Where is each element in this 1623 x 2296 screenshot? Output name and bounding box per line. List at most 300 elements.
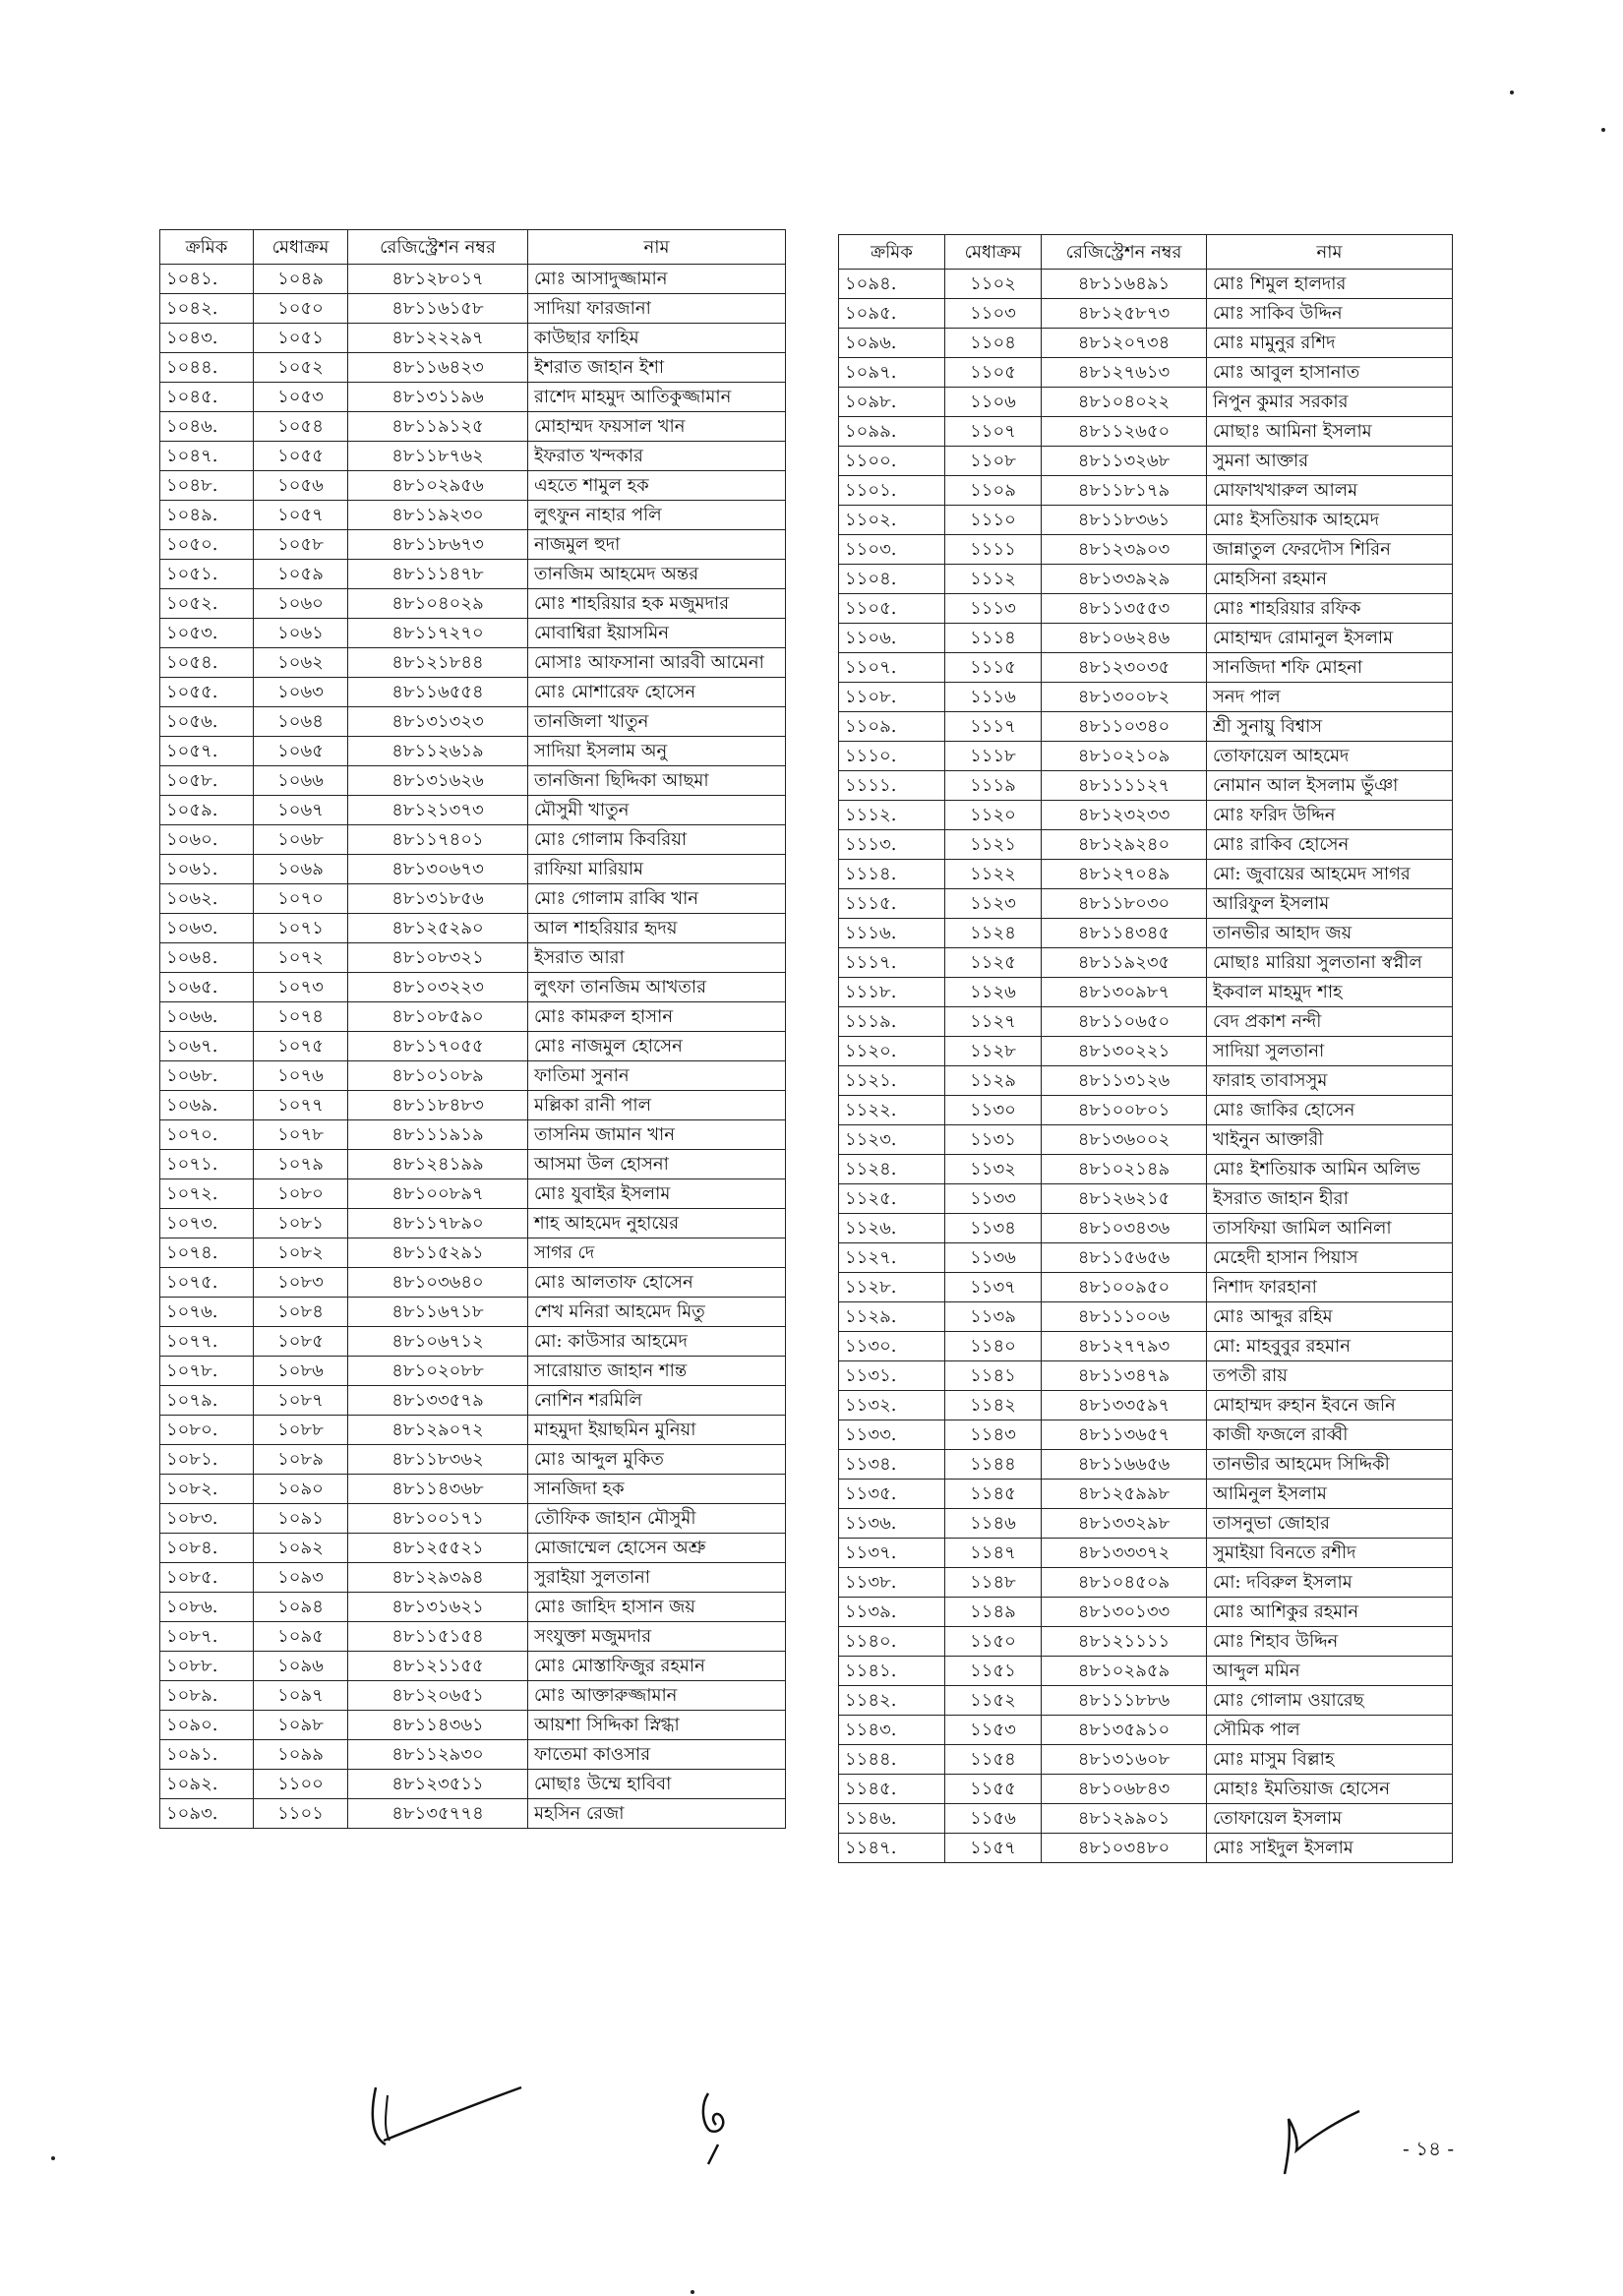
name-cell: বেদ প্রকাশ নন্দী [1207, 1007, 1453, 1037]
serial-cell: ১০৯৭. [839, 358, 945, 388]
registration-cell: ৪৮১১১৮৮৬ [1042, 1686, 1207, 1716]
merit-cell: ১১০৯ [945, 476, 1042, 506]
serial-cell: ১১১৩. [839, 830, 945, 860]
table-row [160, 442, 786, 471]
merit-cell: ১০৭০ [254, 884, 348, 914]
name-cell: ইশরাত জাহান ইশা [528, 353, 786, 383]
registration-cell: ৪৮১৩৩৫৯৭ [1042, 1391, 1207, 1420]
merit-cell: ১০৫২ [254, 353, 348, 383]
merit-cell: ১১৩০ [945, 1096, 1042, 1125]
registration-cell: ৪৮১১৫২৯১ [348, 1239, 528, 1268]
table-row [160, 1652, 786, 1681]
serial-cell: ১০৮০. [160, 1416, 254, 1445]
table-row [160, 1268, 786, 1298]
table-row [839, 801, 1453, 830]
registration-cell: ৪৮১৩৩৯২৯ [1042, 565, 1207, 594]
serial-cell: ১১০৪. [839, 565, 945, 594]
merit-cell: ১০৯৮ [254, 1711, 348, 1740]
name-cell: মোঃ শাহরিয়ার রফিক [1207, 594, 1453, 624]
merit-cell: ১১১৪ [945, 624, 1042, 653]
registration-cell: ৪৮১০০১৭১ [348, 1504, 528, 1534]
serial-cell: ১০৬৫. [160, 973, 254, 1002]
merit-cell: ১০৮২ [254, 1239, 348, 1268]
name-cell: মোঃ শাহরিয়ার হক মজুমদার [528, 589, 786, 619]
serial-cell: ১০৯২. [160, 1770, 254, 1799]
table-row [160, 1298, 786, 1327]
name-cell: আরিফুল ইসলাম [1207, 889, 1453, 919]
serial-cell: ১০৯১. [160, 1740, 254, 1770]
table-row [839, 860, 1453, 889]
registration-cell: ৪৮১৩৩৩৭২ [1042, 1539, 1207, 1568]
merit-cell: ১০৮৭ [254, 1386, 348, 1416]
merit-cell: ১১২৮ [945, 1037, 1042, 1066]
header-serial: ক্রমিক [160, 230, 254, 265]
registration-cell: ৪৮১১৩৪৭৯ [1042, 1361, 1207, 1391]
table-row [160, 619, 786, 648]
merit-cell: ১০৬২ [254, 648, 348, 678]
name-cell: মোঃ গোলাম রাব্বি খান [528, 884, 786, 914]
registration-cell: ৪৮১১৯২৩০ [348, 501, 528, 530]
header-merit: মেধাক্রম [254, 230, 348, 265]
serial-cell: ১০৬১. [160, 855, 254, 884]
table-row [839, 889, 1453, 919]
registration-cell: ৪৮১২৩৯০৩ [1042, 535, 1207, 565]
serial-cell: ১০৭৬. [160, 1298, 254, 1327]
registration-cell: ৪৮১০৮৫৯০ [348, 1002, 528, 1032]
merit-cell: ১১০২ [945, 270, 1042, 299]
name-cell: মোঃ আবুল হাসানাত [1207, 358, 1453, 388]
name-cell: সংযুক্তা মজুমদার [528, 1622, 786, 1652]
registration-cell: ৪৮১১৬৫৫৪ [348, 678, 528, 707]
serial-cell: ১০৫৪. [160, 648, 254, 678]
serial-cell: ১১১০. [839, 742, 945, 771]
merit-cell: ১১৩৭ [945, 1273, 1042, 1302]
registration-cell: ৪৮১১৩১২৬ [1042, 1066, 1207, 1096]
name-cell: তানভীর আহমেদ সিদ্দিকী [1207, 1450, 1453, 1480]
merit-cell: ১০৫৯ [254, 560, 348, 589]
table-row [160, 796, 786, 825]
serial-cell: ১১১২. [839, 801, 945, 830]
merit-cell: ১১৪৫ [945, 1480, 1042, 1509]
registration-cell: ৪৮১৩১৬২৬ [348, 766, 528, 796]
merit-cell: ১১১৩ [945, 594, 1042, 624]
registration-cell: ৪৮১০৬৮৪৩ [1042, 1775, 1207, 1804]
name-cell: মোঃ সাইদুল ইসলাম [1207, 1834, 1453, 1863]
merit-cell: ১১০৫ [945, 358, 1042, 388]
table-row [160, 1534, 786, 1563]
serial-cell: ১০৯৬. [839, 329, 945, 358]
name-cell: সুমনা আক্তার [1207, 447, 1453, 476]
serial-cell: ১০৫৬. [160, 707, 254, 737]
name-cell: তৌফিক জাহান মৌসুমী [528, 1504, 786, 1534]
name-cell: তাসনিম জামান খান [528, 1120, 786, 1150]
table-row [160, 825, 786, 855]
table-row [160, 1061, 786, 1091]
serial-cell: ১০৯৮. [839, 388, 945, 417]
registration-cell: ৪৮১০২০৮৮ [348, 1357, 528, 1386]
serial-cell: ১০৭৩. [160, 1209, 254, 1239]
scan-speck [1510, 91, 1514, 94]
serial-cell: ১০৭৯. [160, 1386, 254, 1416]
merit-cell: ১০৭৫ [254, 1032, 348, 1061]
header-name: নাম [528, 230, 786, 265]
serial-cell: ১১২১. [839, 1066, 945, 1096]
serial-cell: ১০৬৬. [160, 1002, 254, 1032]
table-row [839, 1125, 1453, 1155]
table-row [160, 1711, 786, 1740]
merit-cell: ১১৫১ [945, 1657, 1042, 1686]
registration-cell: ৪৮১১৬৭১৮ [348, 1298, 528, 1327]
table-row [160, 1593, 786, 1622]
merit-cell: ১০৫৪ [254, 412, 348, 442]
registration-cell: ৪৮১৩৩৫৭৯ [348, 1386, 528, 1416]
table-row [839, 1745, 1453, 1775]
table-row [839, 358, 1453, 388]
serial-cell: ১০৫১. [160, 560, 254, 589]
name-cell: তোফায়েল ইসলাম [1207, 1804, 1453, 1834]
serial-cell: ১০৮৮. [160, 1652, 254, 1681]
registration-cell: ৪৮১১১৪৭৮ [348, 560, 528, 589]
serial-cell: ১০৮৫. [160, 1563, 254, 1593]
serial-cell: ১০৯৫. [839, 299, 945, 329]
table-row [839, 1391, 1453, 1420]
merit-cell: ১১৫২ [945, 1686, 1042, 1716]
merit-cell: ১১৫৩ [945, 1716, 1042, 1745]
table-row [160, 943, 786, 973]
registration-cell: ৪৮১৩১৬০৮ [1042, 1745, 1207, 1775]
table-row [160, 471, 786, 501]
serial-cell: ১১১১. [839, 771, 945, 801]
serial-cell: ১১০৬. [839, 624, 945, 653]
registration-cell: ৪৮১০৩২২৩ [348, 973, 528, 1002]
table-row [160, 1770, 786, 1799]
merit-cell: ১০৫১ [254, 324, 348, 353]
table-row [839, 1539, 1453, 1568]
merit-cell: ১০৬৪ [254, 707, 348, 737]
serial-cell: ১১২৯. [839, 1302, 945, 1332]
header-row [160, 230, 786, 265]
registration-cell: ৪৮১১০৬৫০ [1042, 1007, 1207, 1037]
table-row [160, 1091, 786, 1120]
table-row [160, 501, 786, 530]
table-row [839, 1509, 1453, 1539]
table-row [160, 1239, 786, 1268]
table-row [839, 329, 1453, 358]
table-row [839, 1804, 1453, 1834]
name-cell: মোহসিনা রহমান [1207, 565, 1453, 594]
registration-cell: ৪৮১৩০১৩৩ [1042, 1598, 1207, 1627]
table-row [839, 417, 1453, 447]
table-row [839, 1302, 1453, 1332]
table-row [160, 1032, 786, 1061]
table-row [839, 1627, 1453, 1657]
table-row [839, 299, 1453, 329]
serial-cell: ১০৫৭. [160, 737, 254, 766]
table-row [160, 1179, 786, 1209]
registration-cell: ৪৮১২০৭৩৪ [1042, 329, 1207, 358]
merit-cell: ১১০৩ [945, 299, 1042, 329]
name-cell: মৌসুমী খাতুন [528, 796, 786, 825]
table-row [839, 1480, 1453, 1509]
merit-cell: ১০৯২ [254, 1534, 348, 1563]
serial-cell: ১০৪৮. [160, 471, 254, 501]
serial-cell: ১০৭৭. [160, 1327, 254, 1357]
serial-cell: ১০৫৩. [160, 619, 254, 648]
name-cell: খাইনুন আক্তারী [1207, 1125, 1453, 1155]
table-row [160, 353, 786, 383]
registration-cell: ৪৮১২৯০৭২ [348, 1416, 528, 1445]
registration-cell: ৪৮১৩১৩২৩ [348, 707, 528, 737]
merit-list-table-left [159, 229, 786, 1829]
name-cell: সনদ পাল [1207, 683, 1453, 712]
serial-cell: ১১২৪. [839, 1155, 945, 1184]
name-cell: মোঃ মাসুম বিল্লাহ [1207, 1745, 1453, 1775]
name-cell: শাহ আহমেদ নুহায়ের [528, 1209, 786, 1239]
registration-cell: ৪৮১০২৯৫৯ [1042, 1657, 1207, 1686]
name-cell: মো: জুবায়ের আহমেদ সাগর [1207, 860, 1453, 889]
name-cell: মো: দবিরুল ইসলাম [1207, 1568, 1453, 1598]
registration-cell: ৪৮১৩৫৯১০ [1042, 1716, 1207, 1745]
table-row [160, 1740, 786, 1770]
serial-cell: ১০৬৭. [160, 1032, 254, 1061]
serial-cell: ১০৮৩. [160, 1504, 254, 1534]
registration-cell: ৪৮১২১৩৭৩ [348, 796, 528, 825]
registration-cell: ৪৮১২৯২৪০ [1042, 830, 1207, 860]
merit-cell: ১০৯৯ [254, 1740, 348, 1770]
table-row [160, 1357, 786, 1386]
table-row [160, 1150, 786, 1179]
registration-cell: ৪৮১২১১১১ [1042, 1627, 1207, 1657]
serial-cell: ১০৭৪. [160, 1239, 254, 1268]
table-row [160, 1563, 786, 1593]
merit-cell: ১১১২ [945, 565, 1042, 594]
table-row [839, 1834, 1453, 1863]
name-cell: মোছাঃ আমিনা ইসলাম [1207, 417, 1453, 447]
table-row [839, 1568, 1453, 1598]
table-row [160, 1416, 786, 1445]
table-row [160, 737, 786, 766]
name-cell: মোঃ যুবাইর ইসলাম [528, 1179, 786, 1209]
table-row [839, 1243, 1453, 1273]
name-cell: কাজী ফজলে রাব্বী [1207, 1420, 1453, 1450]
merit-cell: ১১২৯ [945, 1066, 1042, 1096]
registration-cell: ৪৮১১৮০৩০ [1042, 889, 1207, 919]
merit-list-table-right [838, 234, 1453, 1863]
name-cell: মোফাখখারুল আলম [1207, 476, 1453, 506]
name-cell: নিপুন কুমার সরকার [1207, 388, 1453, 417]
merit-cell: ১০৫৩ [254, 383, 348, 412]
name-cell: সাগর দে [528, 1239, 786, 1268]
serial-cell: ১১২৬. [839, 1214, 945, 1243]
registration-cell: ৪৮১৩১১৯৬ [348, 383, 528, 412]
header-merit: মেধাক্রম [945, 235, 1042, 270]
name-cell: মোঃ রাকিব হোসেন [1207, 830, 1453, 860]
registration-cell: ৪৮১৩০৬৭৩ [348, 855, 528, 884]
merit-cell: ১১৫৪ [945, 1745, 1042, 1775]
name-cell: মোছাঃ মারিয়া সুলতানা স্বপ্নীল [1207, 948, 1453, 978]
registration-cell: ৪৮১১৬৬৫৬ [1042, 1450, 1207, 1480]
merit-cell: ১১৪০ [945, 1332, 1042, 1361]
merit-cell: ১০৯০ [254, 1475, 348, 1504]
table-row [160, 294, 786, 324]
scan-speck [1601, 128, 1605, 132]
table-row [839, 1066, 1453, 1096]
serial-cell: ১১৩১. [839, 1361, 945, 1391]
registration-cell: ৪৮১০৪৫০৯ [1042, 1568, 1207, 1598]
serial-cell: ১০৪৪. [160, 353, 254, 383]
table-row [160, 884, 786, 914]
table-row [160, 1475, 786, 1504]
serial-cell: ১০৫২. [160, 589, 254, 619]
table-row [839, 978, 1453, 1007]
registration-cell: ৪৮১১৩২৬৮ [1042, 447, 1207, 476]
table-row [839, 1332, 1453, 1361]
name-cell: মাহমুদা ইয়াছমিন মুনিয়া [528, 1416, 786, 1445]
serial-cell: ১০৮১. [160, 1445, 254, 1475]
registration-cell: ৪৮১৩১৮৫৬ [348, 884, 528, 914]
merit-cell: ১১২২ [945, 860, 1042, 889]
merit-cell: ১০৮৪ [254, 1298, 348, 1327]
table-row [839, 1716, 1453, 1745]
serial-cell: ১০৬৮. [160, 1061, 254, 1091]
name-cell: মোঃ ইশতিয়াক আমিন অলিভ [1207, 1155, 1453, 1184]
merit-cell: ১১৪৯ [945, 1598, 1042, 1627]
registration-cell: ৪৮১১৭০৫৫ [348, 1032, 528, 1061]
serial-cell: ১০৪৭. [160, 442, 254, 471]
registration-cell: ৪৮১১৬৪৯১ [1042, 270, 1207, 299]
name-cell: নোশিন শরমিলি [528, 1386, 786, 1416]
table-row [839, 948, 1453, 978]
registration-cell: ৪৮১০৮৩২১ [348, 943, 528, 973]
merit-cell: ১১২১ [945, 830, 1042, 860]
table-body-right [839, 270, 1453, 1863]
registration-cell: ৪৮১০১০৮৯ [348, 1061, 528, 1091]
header-row [839, 235, 1453, 270]
registration-cell: ৪৮১০০৮৯৭ [348, 1179, 528, 1209]
registration-cell: ৪৮১২৫৮৭৩ [1042, 299, 1207, 329]
registration-cell: ৪৮১০৬৭১২ [348, 1327, 528, 1357]
name-cell: মো: মাহবুবুর রহমান [1207, 1332, 1453, 1361]
serial-cell: ১০৭২. [160, 1179, 254, 1209]
serial-cell: ১১০৫. [839, 594, 945, 624]
table-row [839, 388, 1453, 417]
merit-cell: ১১৫৭ [945, 1834, 1042, 1863]
name-cell: সাদিয়া ইসলাম অনু [528, 737, 786, 766]
name-cell: রাশেদ মাহমুদ আতিকুজ্জামান [528, 383, 786, 412]
name-cell: মোঃ মোস্তাফিজুর রহমান [528, 1652, 786, 1681]
registration-cell: ৪৮১১০৩৪০ [1042, 712, 1207, 742]
name-cell: তানজিনা ছিদ্দিকা আছমা [528, 766, 786, 796]
serial-cell: ১০৫৮. [160, 766, 254, 796]
registration-cell: ৪৮১০৪০২২ [1042, 388, 1207, 417]
serial-cell: ১১২২. [839, 1096, 945, 1125]
table-row [839, 1450, 1453, 1480]
serial-cell: ১০৭৫. [160, 1268, 254, 1298]
serial-cell: ১১৩৬. [839, 1509, 945, 1539]
serial-cell: ১১৩৩. [839, 1420, 945, 1450]
merit-cell: ১১১৯ [945, 771, 1042, 801]
table-row [160, 1327, 786, 1357]
name-cell: তপতী রায় [1207, 1361, 1453, 1391]
page-number: - ১৪ - [1403, 2137, 1455, 2160]
name-cell: মোঃ জাহিদ হাসান জয় [528, 1593, 786, 1622]
name-cell: মেহেদী হাসান পিয়াস [1207, 1243, 1453, 1273]
merit-cell: ১১৪৭ [945, 1539, 1042, 1568]
table-row [839, 919, 1453, 948]
registration-cell: ৪৮১০২৯৫৬ [348, 471, 528, 501]
merit-cell: ১০৬৫ [254, 737, 348, 766]
table-row [160, 383, 786, 412]
merit-cell: ১০৫৬ [254, 471, 348, 501]
registration-cell: ৪৮১২৪১৯৯ [348, 1150, 528, 1179]
name-cell: মোঃ ইসতিয়াক আহমেদ [1207, 506, 1453, 535]
serial-cell: ১১৪৫. [839, 1775, 945, 1804]
name-cell: মোঃ আক্তারুজ্জামান [528, 1681, 786, 1711]
serial-cell: ১০৮৭. [160, 1622, 254, 1652]
serial-cell: ১১৩৭. [839, 1539, 945, 1568]
merit-cell: ১০৫০ [254, 294, 348, 324]
name-cell: মোঃ গোলাম কিবরিয়া [528, 825, 786, 855]
scan-speck [51, 2156, 55, 2160]
table-row [160, 412, 786, 442]
serial-cell: ১১২০. [839, 1037, 945, 1066]
merit-cell: ১১১৮ [945, 742, 1042, 771]
header-registration: রেজিস্ট্রেশন নম্বর [348, 230, 528, 265]
serial-cell: ১০৯৯. [839, 417, 945, 447]
name-cell: কাউছার ফাহিম [528, 324, 786, 353]
table-row [839, 653, 1453, 683]
registration-cell: ৪৮১১৮৩৬২ [348, 1445, 528, 1475]
name-cell: সৌমিক পাল [1207, 1716, 1453, 1745]
merit-cell: ১১৪৮ [945, 1568, 1042, 1598]
table-row [839, 1361, 1453, 1391]
name-cell: ইসরাত জাহান হীরা [1207, 1184, 1453, 1214]
table-row [839, 1775, 1453, 1804]
header-name: নাম [1207, 235, 1453, 270]
merit-cell: ১১০১ [254, 1799, 348, 1829]
name-cell: এহতে শামুল হক [528, 471, 786, 501]
table-row [160, 766, 786, 796]
table-row [839, 270, 1453, 299]
registration-cell: ৪৮১০৬২৪৬ [1042, 624, 1207, 653]
registration-cell: ৪৮১১৮৩৬১ [1042, 506, 1207, 535]
registration-cell: ৪৮১২১৮৪৪ [348, 648, 528, 678]
merit-cell: ১১০৭ [945, 417, 1042, 447]
registration-cell: ৪৮১২৭৬১৩ [1042, 358, 1207, 388]
serial-cell: ১০৮৯. [160, 1681, 254, 1711]
registration-cell: ৪৮১১১৯১৯ [348, 1120, 528, 1150]
registration-cell: ৪৮১৩০০৮২ [1042, 683, 1207, 712]
registration-cell: ৪৮১০০৮০১ [1042, 1096, 1207, 1125]
merit-cell: ১০৫৭ [254, 501, 348, 530]
merit-cell: ১১০৮ [945, 447, 1042, 476]
table-row [839, 476, 1453, 506]
merit-cell: ১১৪৬ [945, 1509, 1042, 1539]
merit-cell: ১১০৪ [945, 329, 1042, 358]
serial-cell: ১০৬০. [160, 825, 254, 855]
serial-cell: ১১০২. [839, 506, 945, 535]
name-cell: সানজিদা হক [528, 1475, 786, 1504]
merit-cell: ১০৭২ [254, 943, 348, 973]
table-row [160, 855, 786, 884]
table-row [160, 973, 786, 1002]
merit-cell: ১০৯১ [254, 1504, 348, 1534]
registration-cell: ৪৮১১৫১৫৪ [348, 1622, 528, 1652]
merit-cell: ১১০০ [254, 1770, 348, 1799]
registration-cell: ৪৮১০২১৪৯ [1042, 1155, 1207, 1184]
registration-cell: ৪৮১২৮০১৭ [348, 265, 528, 294]
registration-cell: ৪৮১২৩৫১১ [348, 1770, 528, 1799]
